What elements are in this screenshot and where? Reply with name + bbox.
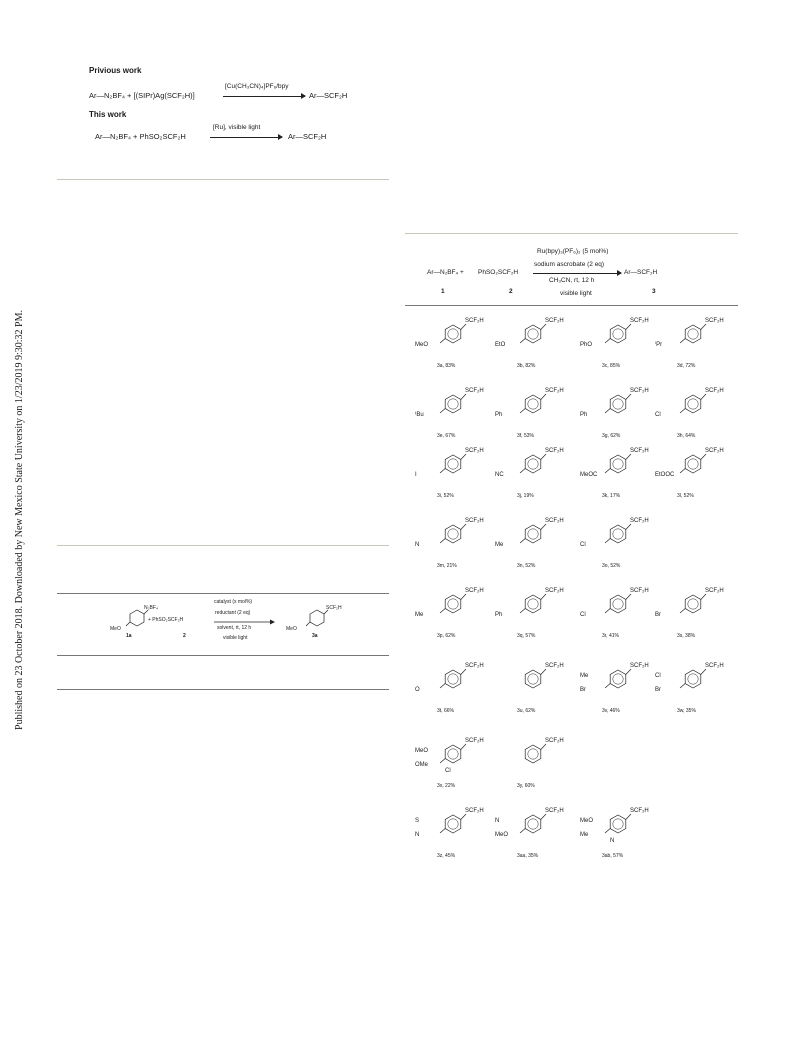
- publication-sidebar-note: Published on 23 October 2018. Downloaded by New Mexico State University on 1/23/2019 9:30:32 PM.: [14, 310, 25, 730]
- substituent-label-3m: N: [415, 542, 420, 548]
- compound-3b: [495, 310, 575, 374]
- substituent-label-3s: Br: [655, 612, 661, 618]
- opt-label-1a: 1a: [126, 633, 132, 639]
- compound-3d: [655, 310, 735, 374]
- compound-3h: [655, 380, 735, 444]
- compound-3u: [495, 655, 575, 719]
- opt-arrow-head: [270, 620, 275, 625]
- ring-inner-3c: [613, 329, 623, 339]
- ring-inner-3b: [528, 329, 538, 339]
- bond-sub-3a: [440, 339, 445, 344]
- group-label-3z: SCF₂H: [465, 808, 484, 814]
- ring-3o: [610, 525, 626, 543]
- scope-product: Ar—SCF₂H: [624, 269, 658, 276]
- compound-3t: [415, 655, 495, 719]
- yield-label-3q: 3q, 57%: [517, 633, 536, 639]
- compound-3c: [580, 310, 663, 374]
- divider-top-left: [57, 179, 389, 180]
- group-label-3g: SCF₂H: [630, 388, 649, 394]
- ring-3s: [685, 595, 701, 613]
- this-arrow: [210, 137, 282, 138]
- bond-group-3l: [701, 454, 706, 460]
- ring-inner-3y: [528, 749, 538, 759]
- bond-group-3k: [626, 454, 631, 460]
- bond-sub-3k: [605, 469, 610, 474]
- bond-sub-3s: [680, 609, 685, 614]
- this-work-title: This work: [89, 110, 127, 119]
- substituent-label-3z: N: [415, 832, 420, 838]
- bond-group-3c: [626, 324, 631, 330]
- substituent-label-3a: MeO: [415, 342, 429, 348]
- bond-sub-3ab: [605, 829, 610, 834]
- ring-3m: [445, 525, 461, 543]
- yield-label-3g: 3g, 62%: [602, 433, 621, 439]
- group-label-3e: SCF₂H: [465, 388, 484, 394]
- bond-sub-3g: [605, 409, 610, 414]
- yield-label-3v: 3v, 46%: [602, 708, 620, 714]
- bond-sub-3o: [605, 539, 610, 544]
- opt-product-ring: [310, 610, 324, 626]
- substituent2-label-3v: Me: [580, 673, 589, 679]
- group-label-3c: SCF₂H: [630, 318, 649, 324]
- opt-label-3a: 3a: [312, 633, 318, 639]
- compound-3z: [415, 800, 495, 864]
- bond-sub-3t: [440, 684, 445, 689]
- ring-3i: [445, 455, 461, 473]
- bond-group-3i: [461, 454, 466, 460]
- group-label-3v: SCF₂H: [630, 663, 649, 669]
- previous-work-title: Privious work: [89, 66, 142, 75]
- ring-3g: [610, 395, 626, 413]
- ring-3z: [445, 815, 461, 833]
- yield-label-3s: 3s, 38%: [677, 633, 696, 639]
- yield-label-3t: 3t, 66%: [437, 708, 454, 714]
- substituent-label-3f: Ph: [495, 412, 503, 418]
- bond-sub-3e: [440, 409, 445, 414]
- ring-3d: [685, 325, 701, 343]
- ring-3w: [685, 670, 701, 688]
- compound-3k: [580, 440, 660, 504]
- group-label-3k: SCF₂H: [630, 448, 649, 454]
- opt-cond-2: reductant (2 eq): [215, 610, 251, 616]
- ring-3e: [445, 395, 461, 413]
- yield-label-3h: 3h, 64%: [677, 433, 696, 439]
- group-label-3f: SCF₂H: [545, 388, 564, 394]
- ring-inner-3l: [688, 459, 698, 469]
- group-label-3a: SCF₂H: [465, 318, 484, 324]
- bond-sub-3h: [680, 409, 685, 414]
- bond-group-3a: [461, 324, 466, 330]
- divider-opt-top: [57, 593, 389, 594]
- bond-group-3f: [541, 394, 546, 400]
- ring-3x: [445, 745, 461, 763]
- scope-num-1: 1: [441, 288, 445, 295]
- group-label-3y: SCF₂H: [545, 738, 564, 744]
- ring-3v: [610, 670, 626, 688]
- bond-group-3ab: [626, 814, 631, 820]
- ring-inner-3e: [448, 399, 458, 409]
- substituent-label-3aa: MeO: [495, 832, 509, 838]
- group-label-3q: SCF₂H: [545, 588, 564, 594]
- substituent2-label-3ab: MeO: [580, 818, 594, 824]
- substituent-label-3i: I: [415, 472, 417, 478]
- previous-arrow: [223, 96, 305, 97]
- substituent-label-3h: Cl: [655, 412, 661, 418]
- yield-label-3n: 3n, 52%: [517, 563, 536, 569]
- compound-3o: [580, 510, 660, 574]
- compound-3f: [495, 380, 575, 444]
- yield-label-3r: 3r, 41%: [602, 633, 619, 639]
- scope-arrow: [533, 273, 621, 274]
- opt-label-2: 2: [183, 633, 186, 639]
- yield-label-3b: 3b, 82%: [517, 363, 536, 369]
- substituent-label-3k: MeOC: [580, 472, 598, 478]
- compound-3i: [415, 440, 495, 504]
- substituent-label-3o: Cl: [580, 542, 586, 548]
- yield-label-3y: 3y, 60%: [517, 783, 535, 789]
- yield-label-3f: 3f, 53%: [517, 433, 534, 439]
- yield-label-3c: 3c, 85%: [602, 363, 621, 369]
- yield-label-3e: 3e, 67%: [437, 433, 456, 439]
- group-label-3p: SCF₂H: [465, 588, 484, 594]
- bond-sub-3n: [520, 539, 525, 544]
- scope-num-2: 2: [509, 288, 513, 295]
- substituent-label-3g: Ph: [580, 412, 588, 418]
- ring-3r: [610, 595, 626, 613]
- compound-scope-grid: [405, 310, 740, 870]
- bond-group-3d: [701, 324, 706, 330]
- ring-inner-3g: [613, 399, 623, 409]
- substituent-label-3w: Br: [655, 687, 661, 693]
- compound-3w: [655, 655, 735, 719]
- bond-sub-3f: [520, 409, 525, 414]
- this-product: Ar—SCF₂H: [288, 132, 327, 141]
- group-label-3ab: SCF₂H: [630, 808, 649, 814]
- substituent-label-3e: ᵗBu: [415, 412, 424, 418]
- group-label-3m: SCF₂H: [465, 518, 484, 524]
- divider-scope-top: [405, 233, 738, 234]
- ring-inner-3p: [448, 599, 458, 609]
- scope-cond-1: Ru(bpy)₃(PF₆)₂ (5 mol%): [537, 248, 609, 255]
- group-label-3s: SCF₂H: [705, 588, 724, 594]
- previous-product: Ar—SCF₂H: [309, 91, 348, 100]
- group-label-3d: SCF₂H: [705, 318, 724, 324]
- group-label-3x: SCF₂H: [465, 738, 484, 744]
- ring-3f: [525, 395, 541, 413]
- scope-cond-2: sodium ascrobate (2 eq): [534, 261, 605, 268]
- group-label-3u: SCF₂H: [545, 663, 564, 669]
- ring-inner-3r: [613, 599, 623, 609]
- compound-3ab: [580, 800, 660, 864]
- ring-inner-3u: [528, 674, 538, 684]
- ring-3h: [685, 395, 701, 413]
- bond-sub-3m: [440, 539, 445, 544]
- divider-scope-header: [405, 305, 738, 306]
- bond-group-3s: [701, 594, 706, 600]
- ring-3p: [445, 595, 461, 613]
- yield-label-3p: 3p, 62%: [437, 633, 456, 639]
- group-label-3i: SCF₂H: [465, 448, 484, 454]
- substituent-label-3c: PhO: [580, 342, 593, 348]
- compound-3aa: [495, 800, 575, 864]
- bond-group-3w: [701, 669, 706, 675]
- divider-opt-mid: [57, 655, 389, 656]
- substituent2-label-3z: S: [415, 818, 420, 824]
- bond-group-3b: [541, 324, 546, 330]
- scope-num-3: 3: [652, 288, 656, 295]
- ring-3l: [685, 455, 701, 473]
- opt-cond-4: visible light: [223, 635, 248, 641]
- compound-3n: [495, 510, 575, 574]
- compound-3x: [415, 730, 495, 794]
- bond-sub-3i: [440, 469, 445, 474]
- substituent-label-3q: Ph: [495, 612, 503, 618]
- substituent2-label-3w: Cl: [655, 673, 661, 679]
- yield-label-3o: 3o, 52%: [602, 563, 621, 569]
- ring-3n: [525, 525, 541, 543]
- yield-label-3l: 3l, 52%: [677, 493, 694, 499]
- bond-group-3e: [461, 394, 466, 400]
- this-condition: [Ru], visible light: [213, 124, 261, 131]
- compound-3y: [495, 730, 575, 794]
- bond-group-3z: [461, 814, 466, 820]
- ring-3a: [445, 325, 461, 343]
- ring-inner-3z: [448, 819, 458, 829]
- yield-label-3z: 3z, 45%: [437, 853, 456, 859]
- compound-3r: [580, 580, 660, 644]
- opt-substrate-ring: [130, 610, 144, 626]
- bond-sub-3q: [520, 609, 525, 614]
- ring-inner-3aa: [528, 819, 538, 829]
- ring-3ab: [610, 815, 626, 833]
- divider-left-mid: [57, 545, 389, 546]
- bond-group-3n: [541, 524, 546, 530]
- ring-inner-3k: [613, 459, 623, 469]
- ring-3k: [610, 455, 626, 473]
- bond-group-3p: [461, 594, 466, 600]
- yield-label-3j: 3j, 19%: [517, 493, 534, 499]
- scope-reactant-1: Ar—N₂BF₄ +: [427, 269, 464, 276]
- ring-3t: [445, 670, 461, 688]
- ring-inner-3v: [613, 674, 623, 684]
- bond-group-3g: [626, 394, 631, 400]
- ring-inner-3q: [528, 599, 538, 609]
- compound-3m: [415, 510, 495, 574]
- compound-3g: [580, 380, 660, 444]
- group-label-3n: SCF₂H: [545, 518, 564, 524]
- compound-3j: [495, 440, 575, 504]
- this-reactants: Ar—N₂BF₄ + PhSO₂SCF₂H: [95, 132, 186, 141]
- compound-3e: [415, 380, 495, 444]
- ring-inner-3f: [528, 399, 538, 409]
- yield-label-3k: 3k, 17%: [602, 493, 621, 499]
- bond-sub-3z: [440, 829, 445, 834]
- previous-reactants: Ar—N₂BF₄ + [(SIPr)Ag(SCF₂H)]: [89, 91, 195, 100]
- substituent3-label-3x: Cl: [445, 768, 451, 774]
- substituent-label-3r: Cl: [580, 612, 586, 618]
- opt-prod-group: SCF₂H: [326, 605, 342, 611]
- opt-cond-1: catalyst (x mol%): [214, 599, 253, 605]
- bond-sub-3w: [680, 684, 685, 689]
- group-label-3o: SCF₂H: [630, 518, 649, 524]
- ring-inner-3ab: [613, 819, 623, 829]
- group-label-3w: SCF₂H: [705, 663, 724, 669]
- scope-cond-4: visible light: [560, 290, 592, 297]
- substituent-label-3d: ⁱPr: [655, 342, 663, 348]
- group-label-3t: SCF₂H: [465, 663, 484, 669]
- ring-inner-3m: [448, 529, 458, 539]
- yield-label-3ab: 3ab, 57%: [602, 853, 624, 859]
- bond-group-3j: [541, 454, 546, 460]
- ring-inner-3j: [528, 459, 538, 469]
- yield-label-3w: 3w, 35%: [677, 708, 696, 714]
- substituent-label-3p: Me: [415, 612, 424, 618]
- opt-reagent: + PhSO₂SCF₂H: [148, 617, 184, 623]
- substituent-label-3j: NC: [495, 472, 504, 478]
- substituent-label-3t: O: [415, 687, 420, 693]
- yield-label-3d: 3d, 72%: [677, 363, 696, 369]
- bond-group-3r: [626, 594, 631, 600]
- yield-label-3u: 3u, 62%: [517, 708, 536, 714]
- ring-inner-3s: [688, 599, 698, 609]
- bond-group-3u: [541, 669, 546, 675]
- bond-group-3y: [541, 744, 546, 750]
- opt-sub-meo: MeO: [110, 626, 121, 632]
- group-label-3r: SCF₂H: [630, 588, 649, 594]
- compound-3p: [415, 580, 495, 644]
- substituent2-label-3aa: N: [495, 818, 500, 824]
- bond-group-3t: [461, 669, 466, 675]
- group-label-3aa: SCF₂H: [545, 808, 564, 814]
- ring-inner-3a: [448, 329, 458, 339]
- opt-cond-3: solvent, rt, 12 h: [217, 625, 252, 631]
- ring-inner-3i: [448, 459, 458, 469]
- bond-sub-3r: [605, 609, 610, 614]
- yield-label-3a: 3a, 83%: [437, 363, 456, 369]
- bond-sub-3j: [520, 469, 525, 474]
- scope-cond-3: CH₃CN, rt, 12 h: [549, 277, 595, 284]
- yield-label-3aa: 3aa, 35%: [517, 853, 539, 859]
- substituent-label-3x: OMe: [415, 762, 429, 768]
- opt-sub-group: N₂BF₄: [144, 605, 158, 611]
- opt-prod-meo: MeO: [286, 626, 297, 632]
- compound-3l: [655, 440, 735, 504]
- bond-sub-3aa: [520, 829, 525, 834]
- bond-sub-3l: [680, 469, 685, 474]
- ring-inner-3x: [448, 749, 458, 759]
- bond-group-3v: [626, 669, 631, 675]
- bond-sub-3c: [605, 339, 610, 344]
- previous-arrow-head: [301, 93, 306, 99]
- compound-3q: [495, 580, 575, 644]
- yield-label-3x: 3x, 22%: [437, 783, 456, 789]
- compound-3s: [655, 580, 735, 644]
- this-arrow-head: [278, 134, 283, 140]
- compound-3v: [580, 655, 660, 719]
- substituent-label-3ab: Me: [580, 832, 589, 838]
- ring-inner-3w: [688, 674, 698, 684]
- bond-group-3h: [701, 394, 706, 400]
- previous-condition: [Cu(CH₃CN)₄]PF₆/bpy: [225, 83, 289, 90]
- bond-group-3o: [626, 524, 631, 530]
- divider-opt-bottom: [57, 689, 389, 690]
- bond-sub-3x: [440, 759, 445, 764]
- substituent3-label-3ab: N: [610, 838, 615, 844]
- ring-inner-3d: [688, 329, 698, 339]
- ring-3q: [525, 595, 541, 613]
- substituent-label-3v: Br: [580, 687, 586, 693]
- bond-group-3aa: [541, 814, 546, 820]
- ring-inner-3t: [448, 674, 458, 684]
- ring-3j: [525, 455, 541, 473]
- yield-label-3m: 3m, 21%: [437, 563, 457, 569]
- ring-inner-3o: [613, 529, 623, 539]
- bond-group-3x: [461, 744, 466, 750]
- ring-inner-3n: [528, 529, 538, 539]
- substituent-label-3n: Me: [495, 542, 504, 548]
- bond-group-3q: [541, 594, 546, 600]
- bond-sub-3p: [440, 609, 445, 614]
- yield-label-3i: 3i, 52%: [437, 493, 454, 499]
- compound-3a: [415, 310, 495, 374]
- group-label-3h: SCF₂H: [705, 388, 724, 394]
- ring-3b: [525, 325, 541, 343]
- ring-inner-3h: [688, 399, 698, 409]
- bond-sub-3b: [520, 339, 525, 344]
- substituent-label-3l: EtOOC: [655, 472, 675, 478]
- ring-3c: [610, 325, 626, 343]
- group-label-3b: SCF₂H: [545, 318, 564, 324]
- substituent2-label-3x: MeO: [415, 748, 429, 754]
- group-label-3j: SCF₂H: [545, 448, 564, 454]
- ring-3aa: [525, 815, 541, 833]
- ring-3u: [525, 670, 541, 688]
- scope-reactant-2: PhSO₂SCF₂H: [478, 269, 519, 276]
- scope-arrow-head: [617, 270, 622, 276]
- ring-3y: [525, 745, 541, 763]
- bond-sub-3v: [605, 684, 610, 689]
- bond-group-3m: [461, 524, 466, 530]
- substituent-label-3b: EtO: [495, 342, 506, 348]
- bond-sub-3d: [680, 339, 685, 344]
- group-label-3l: SCF₂H: [705, 448, 724, 454]
